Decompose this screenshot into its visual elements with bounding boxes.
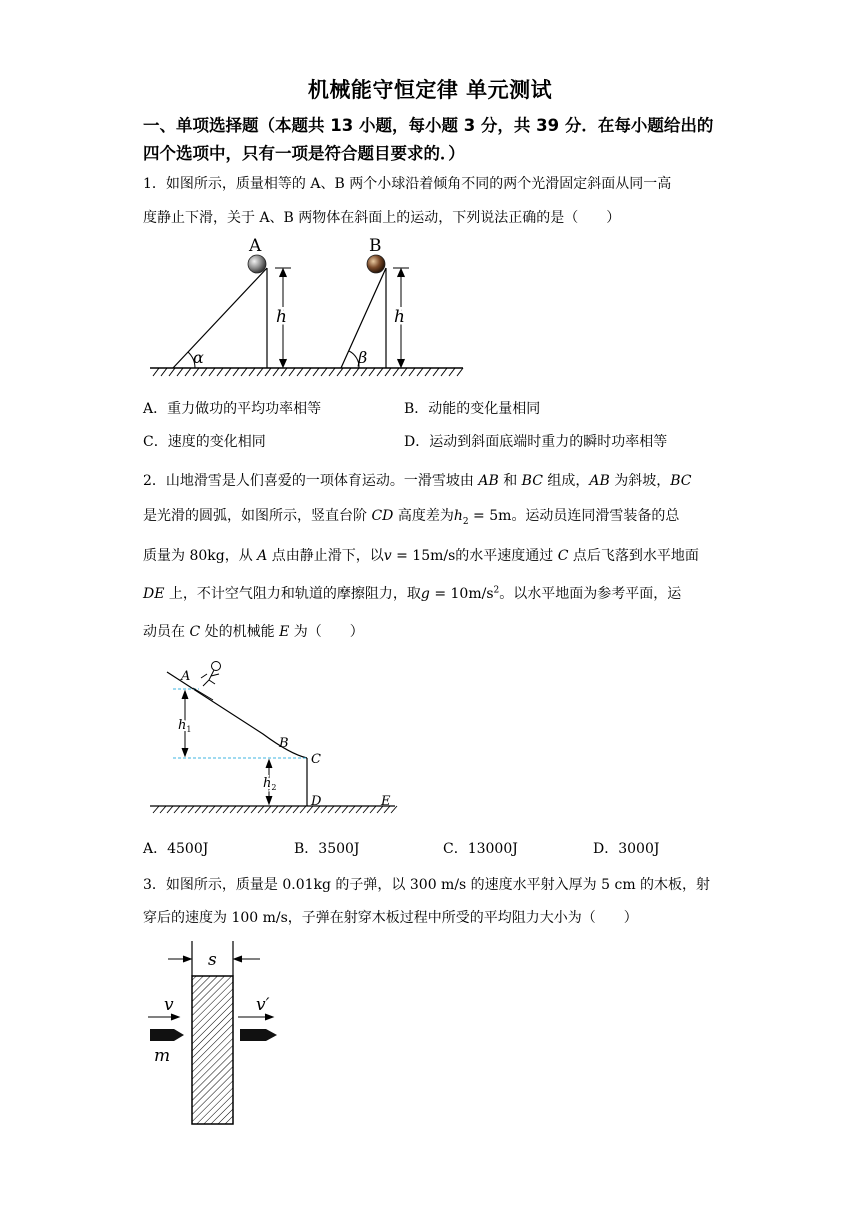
- bullet-outgoing-icon: [240, 1029, 277, 1041]
- label-v: v: [164, 995, 174, 1015]
- q2-option-b: B．3500J: [294, 841, 360, 857]
- label-c: C: [311, 752, 321, 767]
- q2-option-c: C．13000J: [443, 841, 518, 857]
- label-beta: β: [358, 348, 368, 367]
- q2-stem-line2: 是光滑的圆弧，如图所示，竖直台阶 CD 高度差为$h_2 = 5m$。运动员连同滑雪装备的总: [143, 508, 680, 527]
- label-h1: $h_1$: [178, 718, 192, 734]
- q2-stem-line5: 动员在 C 处的机械能 E 为（ ）: [143, 624, 364, 640]
- label-b: B: [369, 236, 382, 256]
- wooden-board: [192, 976, 233, 1124]
- q1-option-a: A．重力做功的平均功率相等: [143, 401, 322, 417]
- label-h-b: h: [394, 307, 405, 327]
- label-h2: $h_2$: [263, 776, 277, 792]
- label-m: m: [154, 1046, 171, 1066]
- label-a: A: [249, 236, 262, 256]
- label-a: A: [181, 669, 191, 684]
- label-e: E: [381, 794, 391, 809]
- bullet-incoming-icon: [150, 1029, 184, 1041]
- q2-stem-line4: DE 上，不计空气阻力和轨道的摩擦阻力，取$g = 10m/s^2$。以水平地面为参考平面，运: [143, 585, 682, 602]
- q1-figure-inclines: [145, 232, 470, 382]
- q3-stem-line1: 3．如图所示，质量是 0.01kg 的子弹，以 300 m/s 的速度水平射入厚为 5 cm 的木板，射: [143, 877, 711, 893]
- page-title: 机械能守恒定律 单元测试: [307, 78, 553, 102]
- section-heading-line2: 四个选项中，只有一项是符合题目要求的．）: [143, 144, 465, 163]
- ball-a: [248, 255, 266, 273]
- q1-option-b: B．动能的变化量相同: [404, 401, 541, 417]
- q2-stem-line1: 2．山地滑雪是人们喜爱的一项体育运动。一滑雪坡由 AB 和 BC 组成，AB 为斜坡，BC: [143, 473, 692, 489]
- label-b: B: [279, 736, 289, 751]
- ground-hatch: [153, 368, 463, 376]
- ground-hatch: [153, 806, 397, 813]
- incline-a: [173, 268, 267, 368]
- ball-b: [367, 255, 385, 273]
- q1-option-d: D．运动到斜面底端时重力的瞬时功率相等: [404, 434, 668, 450]
- label-d: D: [311, 794, 322, 809]
- q2-figure-ski-slope: [145, 656, 405, 821]
- label-alpha: α: [193, 348, 204, 367]
- skier-icon: [193, 662, 221, 701]
- q2-stem-line3: 质量为 80kg，从 A 点由静止滑下，以v = 15m/s的水平速度通过 C 点后飞落到水平地面: [143, 548, 699, 564]
- section-heading-line1: 一、单项选择题（本题共 13 小题，每小题 3 分，共 39 分．在每小题给出的: [143, 116, 714, 135]
- q2-option-a: A．4500J: [143, 841, 209, 857]
- q3-stem-line2: 穿后的速度为 100 m/s，子弹在射穿木板过程中所受的平均阻力大小为（ ）: [143, 910, 638, 926]
- label-v-prime: v′: [256, 995, 270, 1015]
- q2-option-d: D．3000J: [593, 841, 660, 857]
- q1-stem-line1: 1．如图所示，质量相等的 A、B 两个小球沿着倾角不同的两个光滑固定斜面从同一高: [143, 176, 672, 192]
- q1-stem-line2: 度静止下滑，关于 A、B 两物体在斜面上的运动，下列说法正确的是（ ）: [143, 210, 621, 226]
- label-h-a: h: [276, 307, 287, 327]
- q3-figure-bullet-board: [142, 938, 292, 1128]
- label-s: s: [208, 950, 217, 970]
- q1-option-c: C．速度的变化相同: [143, 434, 266, 450]
